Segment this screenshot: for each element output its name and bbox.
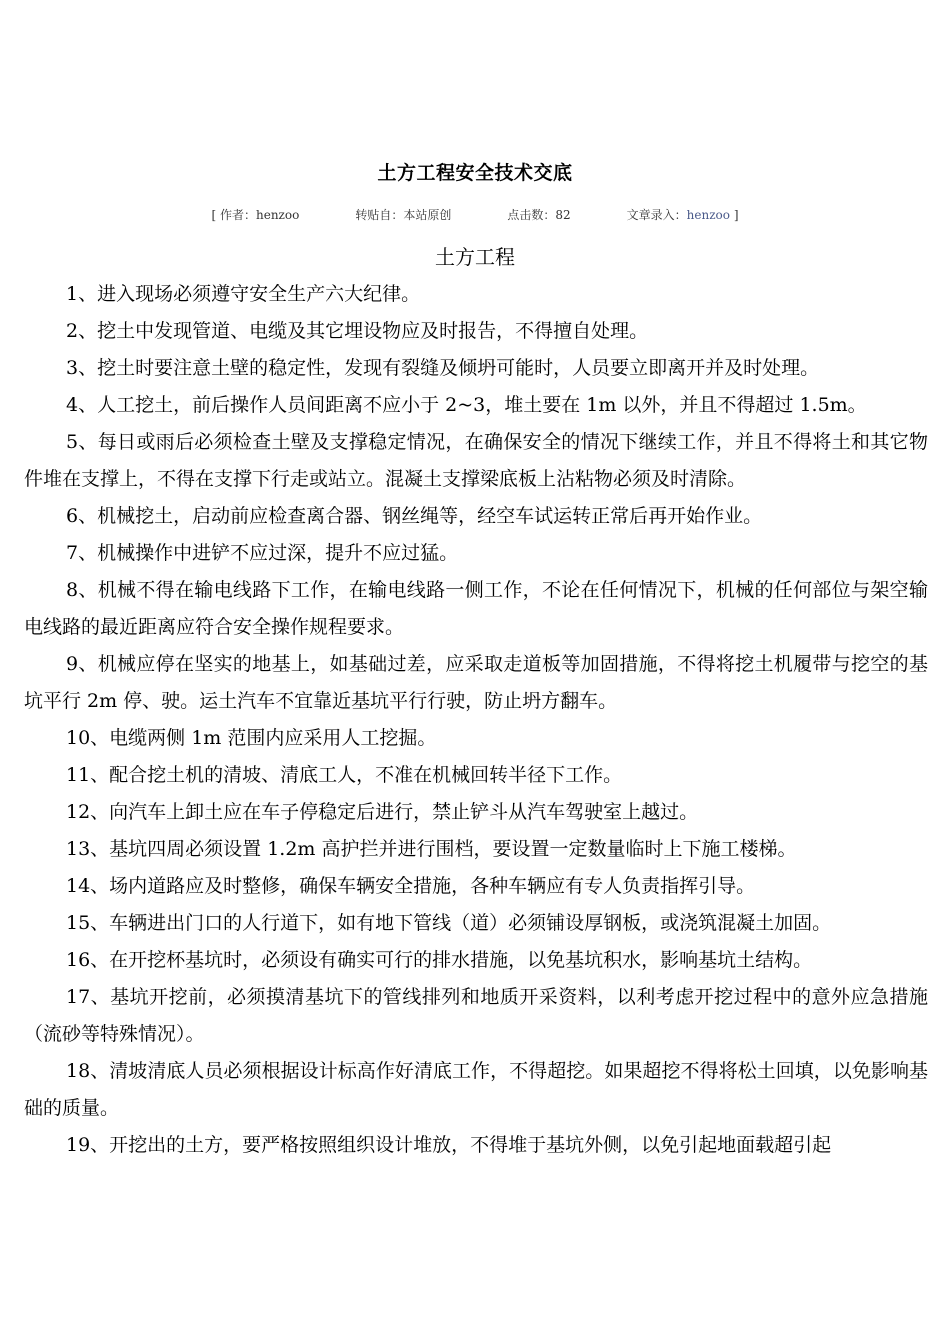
list-item: 5、每日或雨后必须检查土壁及支撑稳定情况，在确保安全的情况下继续工作，并且不得将土和其它物件堆在支撑上，不得在支撑下行走或站立。混凝土支撑梁底板上沾粘物必须及时清除。 [24, 431, 928, 490]
section-heading: 土方工程 [435, 245, 515, 269]
list-item: 3、挖土时要注意土壁的稳定性，发现有裂缝及倾坍可能时，人员要立即离开并及时处理。 [66, 357, 820, 379]
author-label: 作者： [219, 208, 256, 222]
list-item: 16、在开挖杯基坑时，必须设有确实可行的排水措施，以免基坑积水，影响基坑土结构。 [66, 949, 813, 971]
list-item: 19、开挖出的土方，要严格按照组织设计堆放，不得堆于基坑外侧，以免引起地面载超引起 [66, 1134, 832, 1156]
list-item: 4、人工挖土，前后操作人员间距离不应小于 2~3，堆土要在 1m 以外，并且不得超过 1.5m。 [66, 394, 867, 416]
list-item: 6、机械挖土，启动前应检查离合器、钢丝绳等，经空车试运转正常后再开始作业。 [66, 505, 763, 527]
source-value: 本站原创 [403, 208, 452, 222]
author-value: henzoo [255, 208, 300, 222]
editor-label: 文章录入： [626, 208, 687, 222]
source-label: 转贴自： [355, 208, 404, 222]
list-item: 18、清坡清底人员必须根据设计标高作好清底工作，不得超挖。如果超挖不得将松土回填，以免影响基础的质量。 [24, 1060, 928, 1119]
list-item: 15、车辆进出门口的人行道下，如有地下管线（道）必须铺设厚钢板，或浇筑混凝土加固。 [66, 912, 832, 934]
list-item: 12、向汽车上卸土应在车子停稳定后进行，禁止铲斗从汽车驾驶室上越过。 [66, 801, 699, 823]
list-item: 8、机械不得在输电线路下工作，在输电线路一侧工作，不论在任何情况下，机械的任何部位与架空输电线路的最近距离应符合安全操作规程要求。 [24, 579, 928, 638]
clicks-label: 点击数： [507, 208, 556, 222]
article-meta [0, 206, 950, 223]
list-item: 11、配合挖土机的清坡、清底工人，不准在机械回转半径下工作。 [66, 764, 623, 786]
list-item: 2、挖土中发现管道、电缆及其它埋设物应及时报告，不得擅自处理。 [66, 320, 649, 342]
list-item: 9、机械应停在坚实的地基上，如基础过差，应采取走道板等加固措施，不得将挖土机履带与挖空的基坑平行 2m 停、驶。运土汽车不宜靠近基坑平行行驶，防止坍方翻车。 [24, 653, 928, 712]
meta-close-bracket: ] [733, 208, 739, 222]
list-item: 7、机械操作中进铲不应过深，提升不应过猛。 [66, 542, 459, 564]
editor-link[interactable]: henzoo [686, 208, 731, 222]
list-item: 14、场内道路应及时整修，确保车辆安全措施，各种车辆应有专人负责指挥引导。 [66, 875, 756, 897]
list-item: 13、基坑四周必须设置 1.2m 高护拦并进行围档，要设置一定数量临时上下施工楼梯。 [66, 838, 797, 860]
list-item: 10、电缆两侧 1m 范围内应采用人工挖掘。 [66, 727, 437, 749]
clicks-value: 82 [555, 208, 571, 222]
meta-open-bracket: [ [211, 208, 217, 222]
document-body [24, 276, 928, 1164]
list-item: 17、基坑开挖前，必须摸清基坑下的管线排列和地质开采资料，以利考虑开挖过程中的意外应急措施（流砂等特殊情况）。 [24, 986, 928, 1045]
list-item: 1、进入现场必须遵守安全生产六大纪律。 [66, 283, 421, 305]
document-title: 土方工程安全技术交底 [377, 162, 573, 184]
